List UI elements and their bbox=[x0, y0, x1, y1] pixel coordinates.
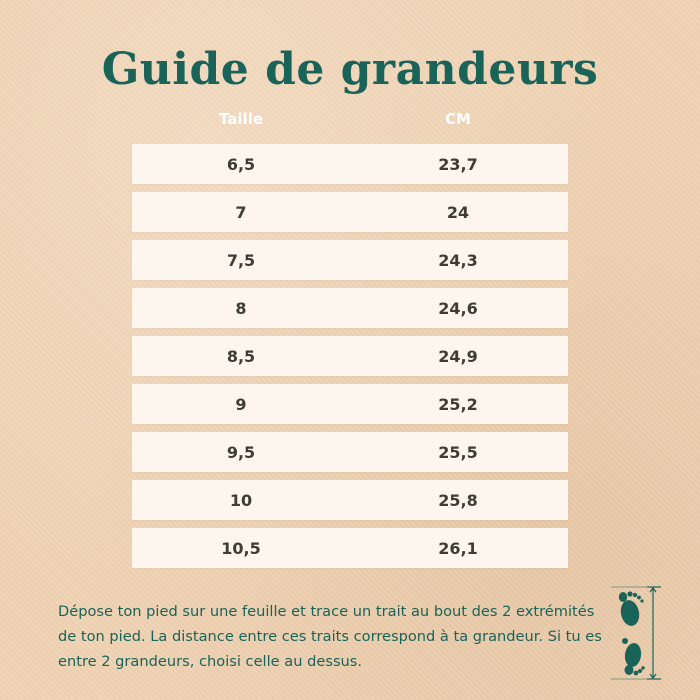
cm-cell: 25,8 bbox=[438, 490, 478, 510]
cm-cell: 25,5 bbox=[438, 442, 478, 462]
page-title: Guide de grandeurs bbox=[101, 44, 599, 95]
size-cell: 8,5 bbox=[226, 346, 256, 366]
cm-cell: 26,1 bbox=[438, 538, 478, 558]
size-cell: 7,5 bbox=[226, 250, 256, 270]
table-row bbox=[132, 288, 568, 328]
table-row bbox=[132, 240, 568, 280]
foot-measure-icon bbox=[603, 583, 663, 683]
size-cell: 7 bbox=[235, 202, 247, 222]
column-header-cm: CM bbox=[445, 110, 471, 128]
table-row bbox=[132, 432, 568, 472]
size-cell: 6,5 bbox=[226, 154, 256, 174]
cm-cell: 24,3 bbox=[438, 250, 478, 270]
table-row bbox=[132, 480, 568, 520]
size-cell: 9,5 bbox=[226, 442, 256, 462]
table-row bbox=[132, 528, 568, 568]
cm-cell: 24,9 bbox=[438, 346, 478, 366]
size-cell: 10 bbox=[229, 490, 253, 510]
size-cell: 10,5 bbox=[221, 538, 261, 558]
table-row bbox=[132, 144, 568, 184]
cm-cell: 24,6 bbox=[438, 298, 478, 318]
cm-cell: 23,7 bbox=[438, 154, 478, 174]
column-header-size: Taille bbox=[218, 110, 264, 128]
cm-cell: 25,2 bbox=[438, 394, 478, 414]
table-row bbox=[132, 192, 568, 232]
size-cell: 9 bbox=[235, 394, 247, 414]
cm-cell: 24 bbox=[446, 202, 470, 222]
table-row bbox=[132, 384, 568, 424]
instructions-text: Dépose ton pied sur une feuille et trace un trait au bout des 2 extrémités de ton pied. La distance entre ces traits correspond à ta grandeur. Si tu es entre 2 grandeurs, choisi celle au dessus. bbox=[58, 603, 602, 670]
table-row bbox=[132, 336, 568, 376]
size-table bbox=[132, 144, 568, 576]
size-cell: 8 bbox=[235, 298, 247, 318]
